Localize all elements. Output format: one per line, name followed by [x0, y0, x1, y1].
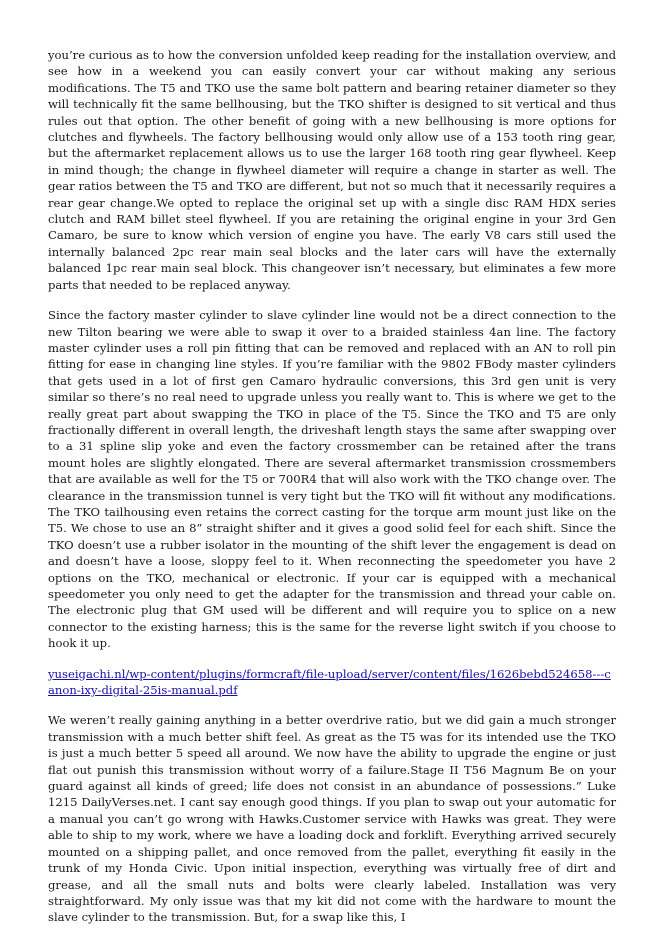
paragraph-conversion-overview: you’re curious as to how the conversion unfolded keep reading for the installation overview, and see how in a weekend you can easily convert your car without making any serious modifications. The T5 and TKO use the same bolt pattern and bearing retainer diameter so they will technically fit the same bellhousing, but the TKO shifter is designed to sit vertical and thus rules out that option. The other benefit of going with a new bellhousing is more options for clutches and flywheels. The factory bellhousing would only allow use of a 153 tooth ring gear, but the aftermarket replacement allows us to use the larger 168 tooth ring gear flywheel. Keep in mind though; the change in flywheel diameter will require a change in starter as well. The gear ratios between the T5 and TKO are different, but not so much that it necessarily requires a rear gear change.We opted to replace the original set up with a single disc RAM HDX series clutch and RAM billet steel flywheel. If you are retaining the original engine in your 3rd Gen Camaro, be sure to know which version of engine you have. The early V8 cars still used the internally balanced 2pc rear main seal blocks and the later cars will have the externally balanced 1pc rear main seal block. This changeover isn’t necessary, but eliminates a few more parts that needed to be replaced anyway. — [48, 48, 616, 292]
manual-pdf-link[interactable]: yuseigachi.nl/wp-content/plugins/formcraft/file-upload/server/content/files/1626bebd524658---canon-ixy-digital-25is-manual.pdf — [48, 666, 611, 698]
paragraph-master-cylinder: Since the factory master cylinder to slave cylinder line would not be a direct connection to the new Tilton bearing we were able to swap it over to a braided stainless 4an line. The factory master cylinder uses a roll pin fitting that can be removed and replaced with an AN to roll pin fitting for ease in changing line styles. If you’re familiar with the 9802 FBody master cylinders that gets used in a lot of first gen Camaro hydraulic conversions, this 3rd gen unit is very similar so there’s no real need to upgrade unless you really want to. This is where we get to the really great part about swapping the TKO in place of the T5. Since the TKO and T5 are only fractionally different in overall length, the driveshaft length stays the same after swapping over to a 31 spline slip yoke and even the factory crossmember can be retained after the trans mount holes are slightly elongated. There are several aftermarket transmission crossmembers that are available as well for the T5 or 700R4 that will also work with the TKO change over. The clearance in the transmission tunnel is very tight but the TKO will fit without any modifications. The TKO tailhousing even retains the correct casting for the torque arm mount just like on the T5. We chose to use an 8” straight shifter and it gives a good solid feel for each shift. Since the TKO doesn’t use a rubber isolator in the mounting of the shift lever the engagement is dead on and doesn’t have a loose, sloppy feel to it. When reconnecting the speedometer you have 2 options on the TKO, mechanical or electronic. If your car is equipped with a mechanical speedometer you only need to get the adapter for the transmission and thread your cable on. The electronic plug that GM used will be different and will require you to splice on a new connector to the existing harness; this is the same for the reverse light switch if you choose to hook it up. — [48, 308, 616, 651]
document-body — [48, 47, 616, 940]
paragraph-final-thoughts: We weren’t really gaining anything in a better overdrive ratio, but we did gain a much stronger transmission with a much better shift feel. As great as the T5 was for its intended use the TKO is just a much better 5 speed all around. We now have the ability to upgrade the engine or just flat out punish this transmission without worry of a failure.Stage II T56 Magnum Be on your guard against all kinds of greed; life does not consist in an abundance of possessions.” Luke 1215 DailyVerses.net. I cant say enough good things. If you plan to swap out your automatic for a manual you can’t go wrong with Hawks.Customer service with Hawks was great. They were able to ship to my work, where we have a loading dock and forklift. Everything arrived securely mounted on a shipping pallet, and once removed from the pallet, everything fit easily in the trunk of my Honda Civic. Upon initial inspection, everything was virtually free of dirt and grease, and all the small nuts and bolts were clearly labeled. Installation was very straightforward. My only issue was that my kit did not come with the hardware to mount the slave cylinder to the transmission. But, for a swap like this, I — [48, 713, 616, 925]
